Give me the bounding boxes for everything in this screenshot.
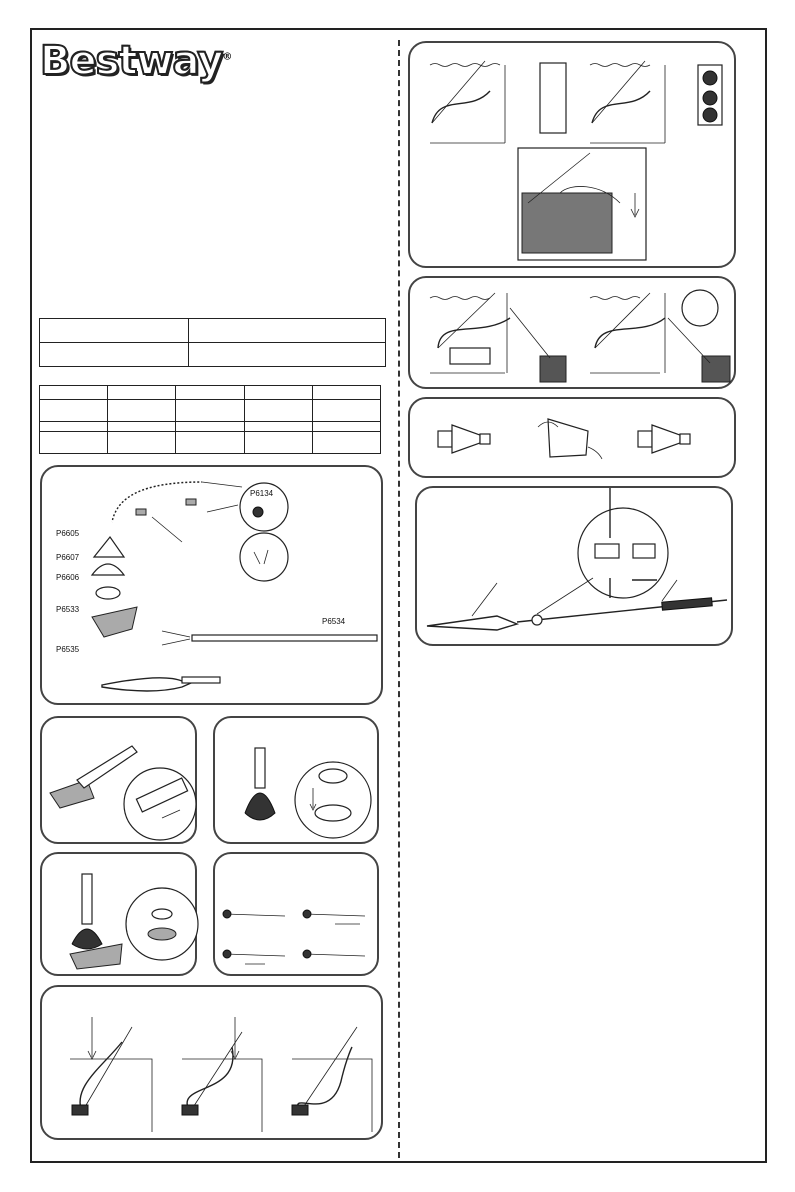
bestway-logo	[40, 38, 231, 84]
model-table	[39, 318, 386, 367]
logo-text: Bestway	[40, 38, 223, 84]
step-extend-pole-panel	[213, 852, 379, 976]
label-telescopic-pole: P6534	[322, 617, 346, 626]
label-vacuum-cone: P6605	[56, 529, 80, 538]
trademark: ®	[222, 51, 232, 63]
filter-bag-shape	[92, 564, 124, 575]
connect-skimmer-panel	[408, 41, 736, 268]
detail-circle	[126, 888, 198, 960]
label-leaf-skimmer: P6535	[56, 645, 80, 654]
label-vacuum-head: P6533	[56, 605, 80, 614]
step-attach-cone-panel	[213, 716, 379, 844]
step-attach-head-panel	[40, 852, 197, 976]
column-divider	[398, 40, 400, 1158]
parts-illustration	[42, 467, 385, 707]
cone-cleaning-panel	[408, 397, 736, 478]
label-hose-clamp-kit: P6134	[250, 489, 274, 498]
label-connector: P6606	[56, 573, 80, 582]
vacuum-head-shape	[92, 607, 137, 637]
spec-table	[39, 385, 381, 454]
skimmer-assembly-panel	[415, 486, 733, 646]
step-attach-pole-panel	[40, 716, 197, 844]
telescopic-pole-shape	[192, 635, 377, 641]
connect-pump-panel	[408, 276, 736, 389]
label-filter-bag: P6607	[56, 553, 80, 562]
step-submerge-panel	[40, 985, 383, 1140]
pump-icon-right	[702, 356, 730, 382]
parts-panel	[40, 465, 383, 705]
adapter-detail-circle	[240, 533, 288, 581]
connector-shape	[96, 587, 120, 599]
vacuum-cone-shape	[94, 537, 124, 557]
pump-icon-left	[540, 356, 566, 382]
